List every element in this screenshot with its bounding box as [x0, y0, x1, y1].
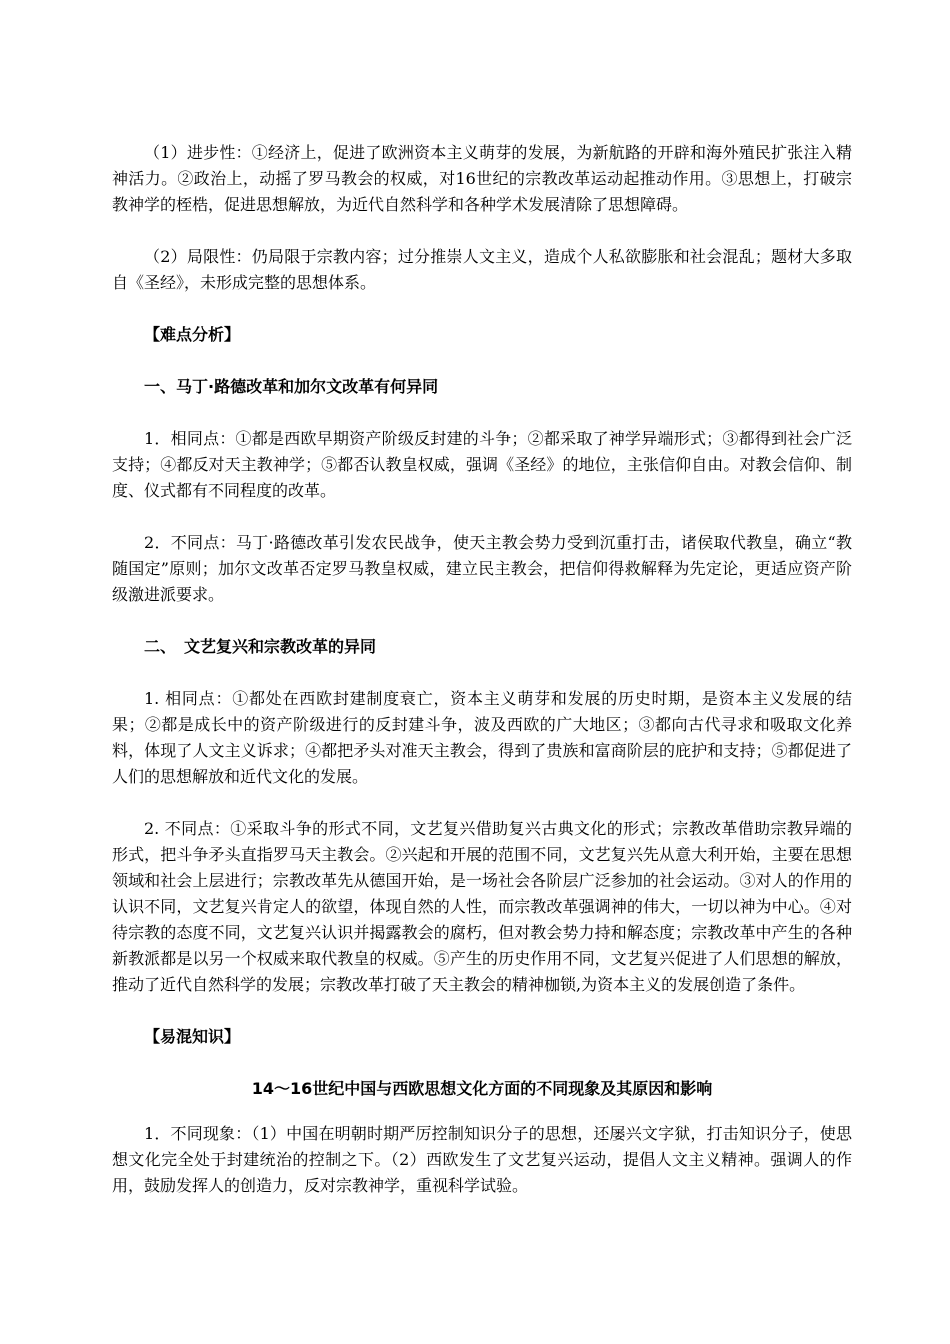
limitations-paragraph: （2）局限性：仍局限于宗教内容；过分推崇人文主义，造成个人私欲膨胀和社会混乱；题材大多取自《圣经》，未形成完整的思想体系。: [112, 247, 852, 292]
renaissance-reformation-similarities: 1. 相同点：①都处在西欧封建制度衰亡，资本主义萌芽和发展的历史时期，是资本主义发展的结果；②都是成长中的资产阶级进行的反封建斗争，波及西欧的广大地区；③都向古代寻求和吸取文化养料，体现了人文主义诉求；④都把矛头对准天主教会，得到了贵族和富商阶层的庇护和支持；⑤都促进了人们的思想解放和近代文化的发展。: [112, 689, 852, 786]
luther-calvin-differences: 2．不同点：马丁·路德改革引发农民战争，使天主教会势力受到沉重打击，诸侯取代教皇，确立“教随国定”原则；加尔文改革否定罗马教皇权威，建立民主教会，把信仰得救解释为先定论，更适应资产阶级激进派要求。: [112, 533, 852, 604]
renaissance-reformation-differences: 2. 不同点：①采取斗争的形式不同，文艺复兴借助复兴古典文化的形式；宗教改革借助宗教异端的形式，把斗争矛头直指罗马天主教会。②兴起和开展的范围不同，文艺复兴先从意大利开始，主要在思想领域和社会上层进行；宗教改革先从德国开始，是一场社会各阶层广泛参加的社会运动。③对人的作用的认识不同，文艺复兴肯定人的欲望，体现自然的人性，而宗教改革强调神的伟大，一切以神为中心。④对待宗教的态度不同，文艺复兴认识并揭露教会的腐朽，但对教会势力持和解态度；宗教改革中产生的各种新教派都是以另一个权威来取代教皇的权威。⑤产生的历史作用不同，文艺复兴促进了人们思想的解放，推动了近代自然科学的发展；宗教改革打破了天主教会的精神枷锁,为资本主义的发展创造了条件。: [112, 819, 852, 994]
luther-calvin-heading: 一、马丁·路德改革和加尔文改革有何异同: [144, 377, 439, 396]
renaissance-reformation-heading: 二、 文艺复兴和宗教改革的异同: [144, 637, 377, 656]
document-page: [112, 140, 852, 1199]
china-west-comparison-heading: 14～16世纪中国与西欧思想文化方面的不同现象及其原因和影响: [251, 1079, 713, 1098]
difficulty-analysis-title: 【难点分析】: [144, 325, 241, 344]
confusable-knowledge-title: 【易混知识】: [144, 1027, 241, 1046]
progressiveness-paragraph: （1）进步性：①经济上，促进了欧洲资本主义萌芽的发展，为新航路的开辟和海外殖民扩张注入精神活力。②政治上，动摇了罗马教会的权威，对16世纪的宗教改革运动起推动作用。③思想上，打破宗教神学的桎梏，促进思想解放，为近代自然科学和各种学术发展清除了思想障碍。: [112, 143, 852, 214]
different-phenomena-paragraph: 1．不同现象：（1）中国在明朝时期严厉控制知识分子的思想，还屡兴文字狱，打击知识分子，使思想文化完全处于封建统治的控制之下。（2）西欧发生了文艺复兴运动，提倡人文主义精神。强调人的作用，鼓励发挥人的创造力，反对宗教神学，重视科学试验。: [112, 1124, 852, 1195]
luther-calvin-similarities: 1．相同点：①都是西欧早期资产阶级反封建的斗争；②都采取了神学异端形式；③都得到社会广泛支持；④都反对天主教神学；⑤都否认教皇权威，强调《圣经》的地位，主张信仰自由。对教会信仰、制度、仪式都有不同程度的改革。: [112, 429, 852, 500]
